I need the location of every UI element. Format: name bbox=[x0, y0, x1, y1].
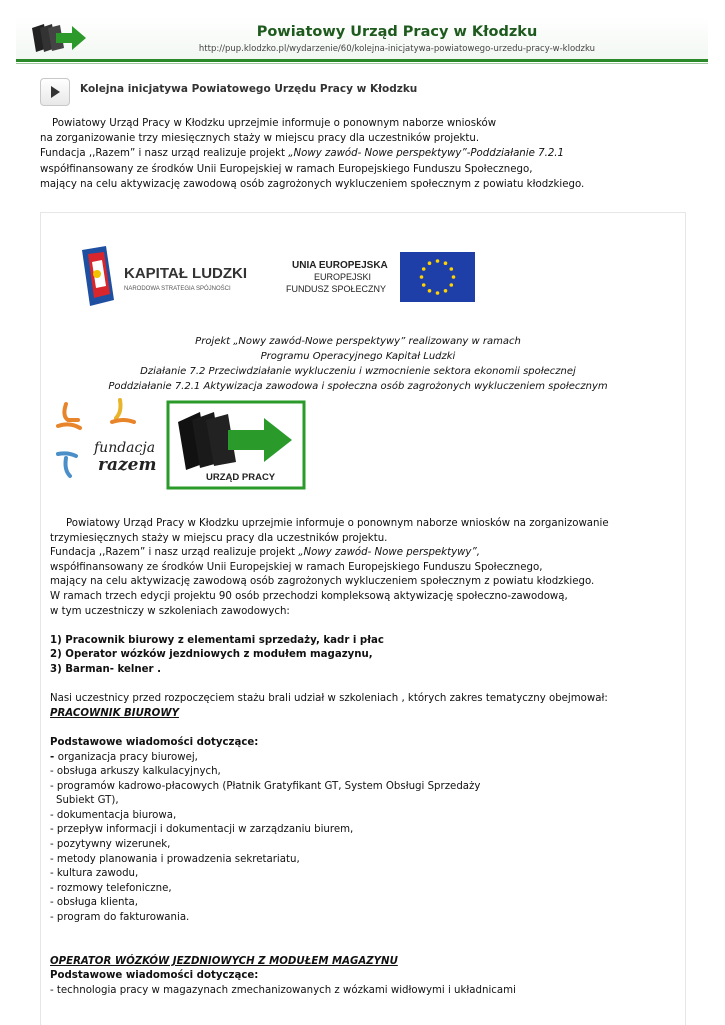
urzad-pracy-logo bbox=[26, 20, 90, 56]
topic-item: - kultura zawodu, bbox=[50, 868, 139, 880]
topic-text: organizacja pracy biurowej, bbox=[57, 751, 198, 763]
razem-text: razem bbox=[98, 455, 157, 475]
intro-line: współfinansowany ze środków Unii Europejskiej w ramach Europejskiego Funduszu Społecznego, bbox=[40, 163, 533, 175]
page-url[interactable]: http://pup.klodzko.pl/wydarzenie/60/kolejna-inicjatywa-powiatowego-urzedu-pracy-w-klodzku bbox=[198, 44, 596, 54]
body-line: W ramach trzech edycji projektu 90 osób przechodzi kompleksową aktywizację społeczno-zawodową, bbox=[50, 590, 568, 602]
topic-item: - rozmowy telefoniczne, bbox=[50, 882, 172, 894]
intro-text: Fundacja ,,Razem” i nasz urząd realizuje projekt bbox=[40, 148, 289, 160]
project-line: Projekt „Nowy zawód-Nowe perspektywy” realizowany w ramach bbox=[195, 336, 521, 347]
topic-item: - program do fakturowania. bbox=[50, 912, 190, 924]
body-line: w tym uczestniczy w szkoleniach zawodowych: bbox=[50, 605, 290, 617]
header-divider-thin bbox=[16, 63, 708, 64]
training-list-item: 2) Operator wózków jezdniowych z modułem magazynu, bbox=[50, 649, 373, 661]
intro-line: mający na celu aktywizację zawodową osób zagrożonych wykluczeniem społecznym z powiatu kłodzkiego. bbox=[40, 178, 585, 190]
kapital-ludzki-subtitle: NARODOWA STRATEGIA SPÓJNOŚCI bbox=[124, 286, 231, 292]
page-header bbox=[16, 16, 708, 60]
body-line: mający na celu aktywizację zawodową osób zagrożonych wykluczeniem społecznym z powiatu kłodzkiego. bbox=[50, 576, 595, 588]
subsection-heading: Podstawowe wiadomości dotyczące: bbox=[50, 736, 259, 748]
body-line: trzymiesięcznych staży w miejscu pracy dla uczestników projektu. bbox=[50, 532, 388, 544]
site-title: Powiatowy Urząd Pracy w Kłodzku bbox=[256, 24, 538, 40]
topic-item: - organizacja pracy biurowej, bbox=[50, 751, 198, 763]
subsection-heading: Podstawowe wiadomości dotyczące: bbox=[50, 970, 259, 982]
project-line: Programu Operacyjnego Kapitał Ludzki bbox=[260, 351, 456, 362]
article-arrow-icon bbox=[40, 78, 70, 106]
urzad-pracy-big-logo bbox=[166, 400, 306, 490]
ue-line3: FUNDUSZ SPOŁECZNY bbox=[286, 284, 387, 294]
training-list-item: 3) Barman- kelner . bbox=[50, 663, 161, 675]
project-description bbox=[60, 334, 656, 394]
project-line: Poddziałanie 7.2.1 Aktywizacja zawodowa i społeczna osób zagrożonych wykluczeniem społecznym bbox=[108, 381, 608, 392]
body-line: współfinansowany ze środków Unii Europejskiej w ramach Europejskiego Funduszu Społecznego, bbox=[50, 561, 543, 573]
kapital-ludzki-logo bbox=[82, 246, 114, 306]
project-name-italic: „Nowy zawód- Nowe perspektywy”, bbox=[298, 547, 480, 559]
topic-item: - technologia pracy w magazynach zmechanizowanych z wózkami widłowymi i układnicami bbox=[50, 985, 516, 996]
project-name-italic: „Nowy zawód- Nowe perspektywy”-Poddziałanie 7.2.1 bbox=[288, 148, 565, 160]
topic-item: - przepływ informacji i dokumentacji w zarządzaniu biurem, bbox=[50, 824, 354, 836]
ue-line2: EUROPEJSKI bbox=[314, 272, 372, 282]
article-title: Kolejna inicjatywa Powiatowego Urzędu Pracy w Kłodzku bbox=[80, 83, 418, 95]
intro-line: na zorganizowanie trzy miesięcznych staży w miejscu pracy dla uczestników projektu. bbox=[40, 133, 480, 145]
topic-item: - pozytywny wizerunek, bbox=[50, 839, 171, 851]
fundacja-razem-logo bbox=[52, 396, 164, 482]
urzad-pracy-label: URZĄD PRACY bbox=[206, 472, 276, 483]
training-list-item: 1) Pracownik biurowy z elementami sprzedaży, kadr i płac bbox=[50, 634, 384, 646]
topic-item: Subiekt GT), bbox=[56, 795, 119, 807]
body-line: Nasi uczestnicy przed rozpoczęciem stażu brali udział w szkoleniach , których zakres tematyczny obejmował: bbox=[50, 693, 608, 705]
intro-line: Powiatowy Urząd Pracy w Kłodzku uprzejmie informuje o ponownym naborze wniosków bbox=[52, 118, 497, 129]
eu-funding-logos bbox=[80, 244, 480, 310]
topic-item: - programów kadrowo-płacowych (Płatnik Gratyfikant GT, System Obsługi Sprzedaży bbox=[50, 780, 481, 792]
intro-line bbox=[40, 146, 680, 161]
article-body bbox=[50, 517, 680, 999]
fundacja-text: fundacja bbox=[94, 440, 156, 456]
body-line: Powiatowy Urząd Pracy w Kłodzku uprzejmie informuje o ponownym naborze wniosków na zorganizowanie bbox=[66, 518, 609, 529]
project-line: Działanie 7.2 Przeciwdziałanie wykluczeniu i wzmocnienie sektora ekonomii społecznej bbox=[140, 366, 576, 377]
topic-item: - metody planowania i prowadzenia sekretariatu, bbox=[50, 853, 300, 865]
article-intro bbox=[40, 116, 680, 192]
topic-item: - obsługa klienta, bbox=[50, 897, 138, 909]
topic-item: - obsługa arkuszy kalkulacyjnych, bbox=[50, 766, 221, 778]
kapital-ludzki-title: KAPITAŁ LUDZKI bbox=[124, 265, 248, 282]
body-text: Fundacja ,,Razem” i nasz urząd realizuje projekt bbox=[50, 547, 299, 559]
header-divider bbox=[16, 59, 708, 62]
section-heading-operator: OPERATOR WÓZKÓW JEZDNIOWYCH Z MODUŁEM MAGAZYNU bbox=[50, 955, 398, 967]
body-line bbox=[50, 546, 680, 561]
ue-title: UNIA EUROPEJSKA bbox=[292, 260, 388, 271]
topic-item: - dokumentacja biurowa, bbox=[50, 809, 177, 821]
section-heading-pracownik: PRACOWNIK BIUROWY bbox=[50, 707, 179, 719]
